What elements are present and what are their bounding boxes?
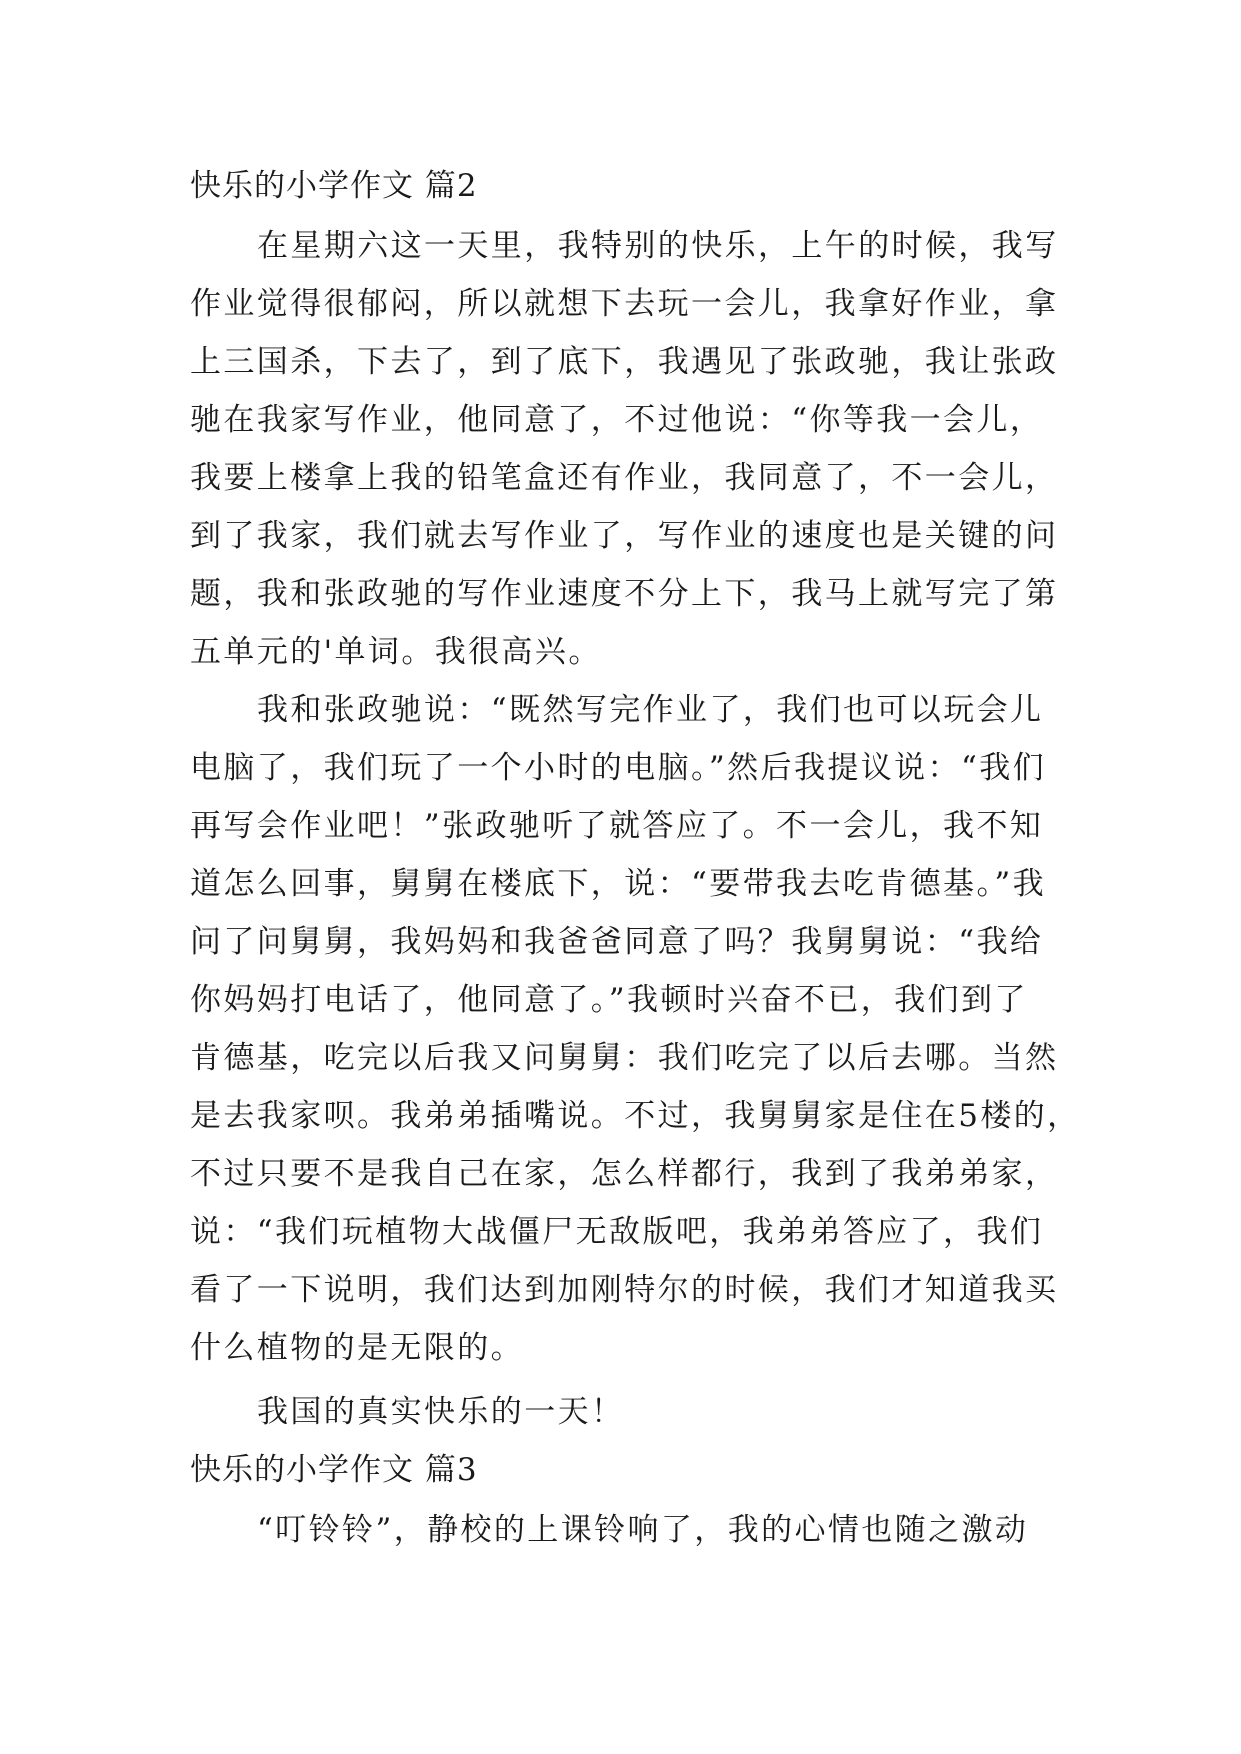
paragraph-line: “叮铃铃”，静校的上课铃响了，我的心情也随之激动 bbox=[257, 1512, 1029, 1548]
paragraph-line: 说：“我们玩植物大战僵尸无敌版吧，我弟弟答应了，我们 bbox=[190, 1214, 1044, 1250]
paragraph-line: 五单元的'单词。我很高兴。 bbox=[190, 634, 602, 670]
paragraph-line: 什么植物的是无限的。 bbox=[190, 1330, 524, 1366]
paragraph-line: 作业觉得很郁闷，所以就想下去玩一会儿，我拿好作业，拿 bbox=[190, 286, 1059, 322]
paragraph-line: 我要上楼拿上我的铅笔盒还有作业，我同意了，不一会儿， bbox=[190, 460, 1059, 496]
paragraph-line: 再写会作业吧！”张政驰听了就答应了。不一会儿，我不知 bbox=[190, 808, 1044, 844]
paragraph-line: 电脑了，我们玩了一个小时的电脑。”然后我提议说：“我们 bbox=[190, 750, 1046, 786]
paragraph-line: 你妈妈打电话了，他同意了。”我顿时兴奋不已，我们到了 bbox=[190, 982, 1028, 1018]
paragraph-line: 我和张政驰说：“既然写完作业了，我们也可以玩会儿 bbox=[257, 692, 1044, 728]
paragraph-line: 问了问舅舅，我妈妈和我爸爸同意了吗？我舅舅说：“我给 bbox=[190, 924, 1044, 960]
section-heading: 快乐的小学作文 篇3 bbox=[190, 1452, 478, 1488]
paragraph-line: 不过只要不是我自己在家，怎么样都行，我到了我弟弟家， bbox=[190, 1156, 1059, 1192]
paragraph-line: 题，我和张政驰的写作业速度不分上下，我马上就写完了第 bbox=[190, 576, 1059, 612]
paragraph-line: 肯德基，吃完以后我又问舅舅：我们吃完了以后去哪。当然 bbox=[190, 1040, 1059, 1076]
paragraph-line: 道怎么回事，舅舅在楼底下，说：“要带我去吃肯德基。”我 bbox=[190, 866, 1046, 902]
paragraph-line: 我国的真实快乐的一天！ bbox=[257, 1394, 625, 1430]
paragraph-line: 上三国杀，下去了，到了底下，我遇见了张政驰，我让张政 bbox=[190, 344, 1059, 380]
paragraph-line: 是去我家呗。我弟弟插嘴说。不过，我舅舅家是住在5楼的， bbox=[190, 1098, 1081, 1134]
section-heading: 快乐的小学作文 篇2 bbox=[190, 168, 478, 204]
paragraph-line: 驰在我家写作业，他同意了，不过他说：“你等我一会儿， bbox=[190, 402, 1044, 438]
paragraph-line: 在星期六这一天里，我特别的快乐，上午的时候，我写 bbox=[257, 228, 1059, 264]
paragraph-line: 看了一下说明，我们达到加刚特尔的时候，我们才知道我买 bbox=[190, 1272, 1059, 1308]
paragraph-line: 到了我家，我们就去写作业了，写作业的速度也是关键的问 bbox=[190, 518, 1059, 554]
